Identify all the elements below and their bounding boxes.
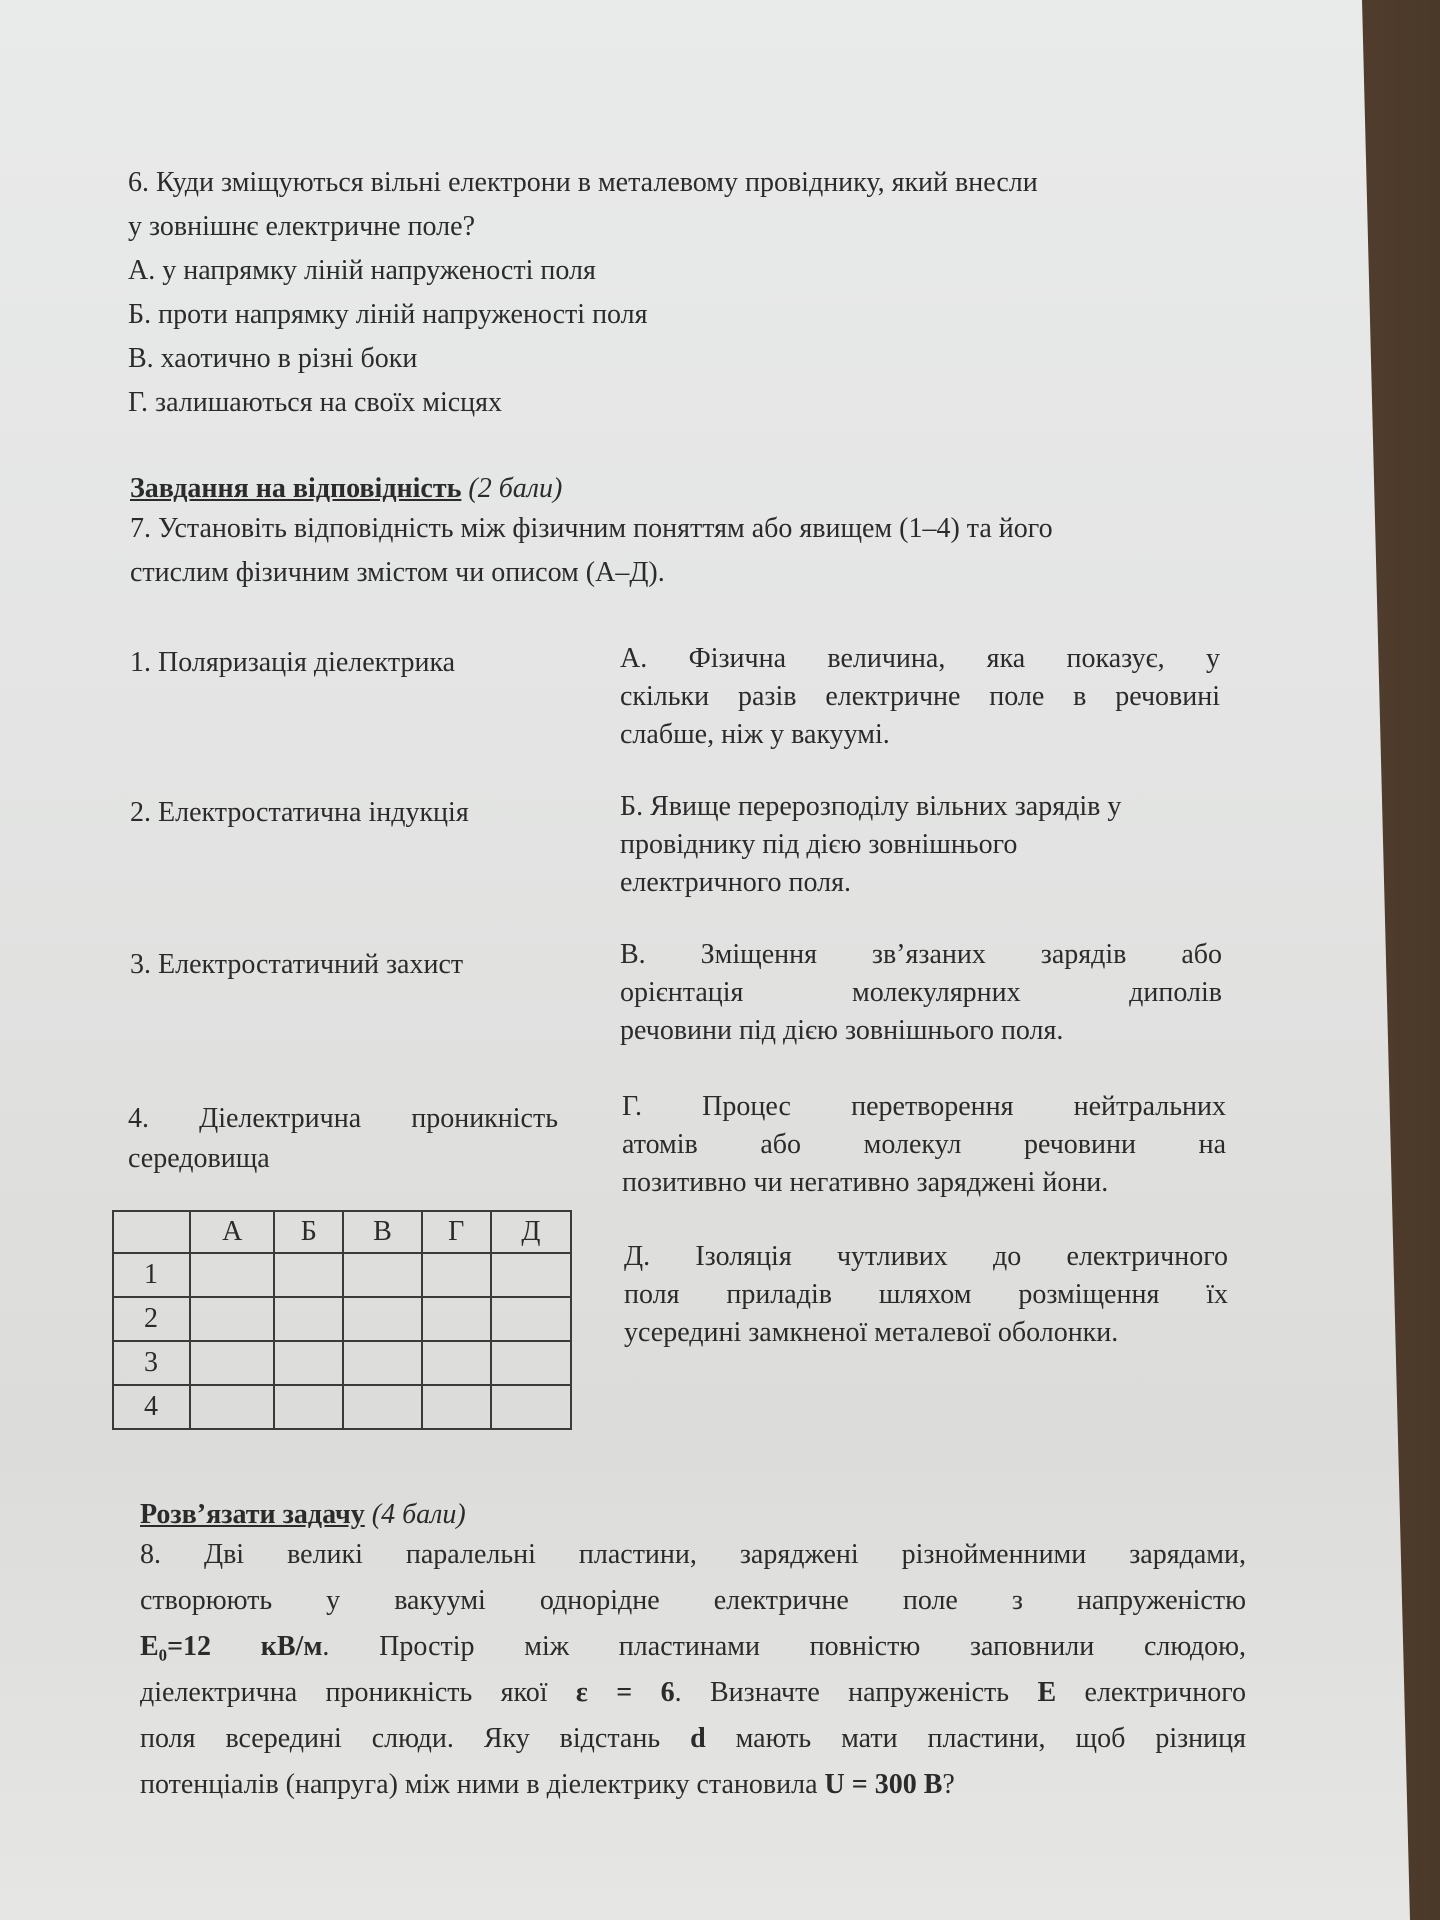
desc-b-line-3: електричного поля. [620, 867, 851, 898]
q8-line-5-a: поля всередині слюди. Яку відстань [140, 1723, 691, 1754]
q8-field-e0: E₀=12 кВ/м [140, 1631, 323, 1662]
q8-line-6-b: ? [942, 1769, 955, 1800]
desc-g-line-2: атомів або молекул речовини на [622, 1129, 1226, 1160]
answer-cell[interactable] [343, 1253, 422, 1297]
answer-grid-row [113, 1297, 571, 1341]
q6-line-1: 6. Куди зміщуються вільні електрони в металевому провіднику, який внесли [128, 167, 1038, 198]
q8-distance-d: d [690, 1723, 706, 1754]
q6-option-g: Г. залишаються на своїх місцях [128, 387, 503, 418]
answer-cell[interactable] [343, 1385, 422, 1429]
section-matching-heading [130, 472, 562, 506]
answer-grid-header-row [113, 1211, 571, 1253]
q8-line-4 [140, 1676, 1246, 1710]
section-task-title: Розв’язати задачу [140, 1499, 365, 1530]
q8-line-3-rest: . Простір між пластинами повністю заповнили слюдою, [322, 1631, 1247, 1662]
answer-cell[interactable] [491, 1253, 571, 1297]
q8-line-1: 8. Дві великі паралельні пластини, заряджені різнойменними зарядами, [140, 1539, 1246, 1570]
q8-line-4-b: . Визначте напруженість [674, 1677, 1038, 1708]
answer-cell[interactable] [343, 1341, 422, 1385]
q8-field-e: E [1037, 1677, 1057, 1708]
q7-line-1: 7. Установіть відповідність між фізичним поняттям або явищем (1–4) та його [130, 513, 1053, 544]
answer-cell[interactable] [274, 1341, 343, 1385]
answer-grid-row-label: 3 [113, 1341, 190, 1385]
answer-cell[interactable] [491, 1385, 571, 1429]
section-matching-points: (2 бали) [468, 473, 563, 504]
desc-b-line-1: Б. Явище перерозподілу вільних зарядів у [620, 791, 1122, 822]
desc-a-line-1: А. Фізична величина, яка показує, у [620, 643, 1220, 674]
desc-d-line-3: усередині замкненої металевої оболонки. [624, 1317, 1119, 1348]
q6-option-v: В. хаотично в різні боки [128, 343, 418, 374]
q8-line-6 [140, 1768, 955, 1802]
q6-option-b: Б. проти напрямку ліній напруженості поля [128, 299, 648, 330]
term-3: 3. Електростатичний захист [130, 949, 464, 980]
answer-grid-corner [113, 1211, 190, 1253]
answer-cell[interactable] [274, 1385, 343, 1429]
answer-grid-row-label: 2 [113, 1297, 190, 1341]
desc-a-line-2: скільки разів електричне поле в речовині [620, 681, 1220, 712]
q6-line-2: у зовнішнє електричне поле? [128, 211, 476, 242]
section-task-heading [140, 1498, 466, 1532]
answer-cell[interactable] [422, 1385, 491, 1429]
desc-v-line-3: речовини під дією зовнішнього поля. [620, 1015, 1064, 1046]
term-4-line-2: середовища [128, 1143, 270, 1174]
q8-line-2: створюють у вакуумі однорідне електричне поле з напруженістю [140, 1585, 1246, 1616]
answer-cell[interactable] [491, 1297, 571, 1341]
desc-b-line-2: провіднику під дією зовнішнього [620, 829, 1018, 860]
term-2: 2. Електростатична індукція [130, 797, 469, 828]
term-4-line-1: 4. Діелектрична проникність [128, 1103, 558, 1134]
q8-epsilon: ε = 6 [575, 1677, 675, 1708]
q6-option-a: А. у напрямку ліній напруженості поля [128, 255, 596, 286]
desc-d-line-1: Д. Ізоляція чутливих до електричного [624, 1241, 1228, 1272]
answer-cell[interactable] [422, 1297, 491, 1341]
desc-v-line-1: В. Зміщення зв’язаних зарядів або [620, 939, 1222, 970]
answer-cell[interactable] [190, 1385, 274, 1429]
q8-line-4-c: електричного [1056, 1677, 1246, 1708]
term-1: 1. Поляризація діелектрика [130, 647, 456, 678]
answer-cell[interactable] [190, 1297, 274, 1341]
answer-grid-col-v: В [343, 1211, 422, 1253]
q8-line-4-a: діелектрична проникність якої [140, 1677, 576, 1708]
answer-cell[interactable] [422, 1341, 491, 1385]
desc-a-line-3: слабше, ніж у вакуумі. [620, 719, 890, 750]
answer-grid-col-d: Д [491, 1211, 571, 1253]
answer-grid-col-b: Б [274, 1211, 343, 1253]
answer-grid-col-a: А [190, 1211, 274, 1253]
answer-cell[interactable] [190, 1253, 274, 1297]
section-task-points: (4 бали) [371, 1499, 466, 1530]
q8-line-3 [140, 1630, 1246, 1664]
desc-g-line-3: позитивно чи негативно заряджені йони. [622, 1167, 1109, 1198]
q8-line-5 [140, 1722, 1246, 1756]
section-matching-title: Завдання на відповідність [130, 473, 462, 504]
answer-grid-row-label: 4 [113, 1385, 190, 1429]
answer-cell[interactable] [190, 1341, 274, 1385]
answer-cell[interactable] [491, 1341, 571, 1385]
q7-line-2: стислим фізичним змістом чи описом (А–Д). [130, 557, 665, 588]
q8-line-5-b: мають мати пластини, щоб різниця [705, 1723, 1246, 1754]
desc-g-line-1: Г. Процес перетворення нейтральних [622, 1091, 1226, 1122]
answer-cell[interactable] [343, 1297, 422, 1341]
answer-cell[interactable] [274, 1297, 343, 1341]
desc-d-line-2: поля приладів шляхом розміщення їх [624, 1279, 1228, 1310]
answer-grid [112, 1210, 572, 1430]
answer-grid-col-g: Г [422, 1211, 491, 1253]
answer-cell[interactable] [274, 1253, 343, 1297]
answer-cell[interactable] [422, 1253, 491, 1297]
answer-grid-row [113, 1253, 571, 1297]
answer-grid-row-label: 1 [113, 1253, 190, 1297]
q8-voltage: U = 300 В [824, 1769, 943, 1800]
desc-v-line-2: орієнтація молекулярних диполів [620, 977, 1222, 1008]
answer-grid-row [113, 1385, 571, 1429]
q8-line-6-a: потенціалів (напруга) між ними в діелектрику становила [140, 1769, 825, 1800]
answer-grid-row [113, 1341, 571, 1385]
